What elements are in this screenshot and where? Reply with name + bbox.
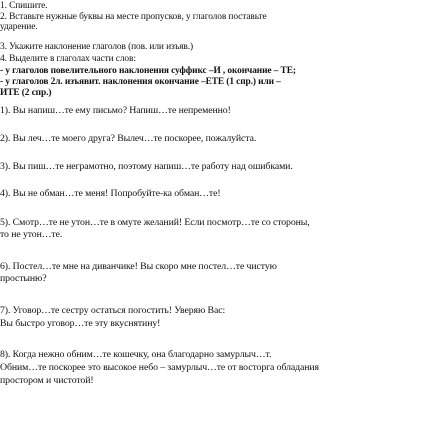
instruction-line-5: 4. Выделите в глаголах части слов: xyxy=(0,54,136,64)
exercise-5-line-1: 5). Смотр…те не утон…те в омуте желаний! Если посмотр…те со стороны, xyxy=(0,217,310,228)
exercise-3-line-1: 3). Вы пиш…те неграмотно, поэтому напиш…те работу над ошибками. xyxy=(0,161,293,172)
exercise-8-line-3: простором и чистотой! xyxy=(0,375,94,386)
instruction-line-8: ИТЕ (2 спр.) xyxy=(0,88,52,98)
instruction-line-2: 2. Вставьте нужные буквы на месте пропусков, у глаголов поставьте xyxy=(0,12,267,22)
instruction-line-6: - у глаголов повелительного наклонения суффикс –И , окончание – ТЕ; xyxy=(0,66,296,76)
exercise-7-line-1: 7). Уговор…те сестру остаться погостить! Уверяю Вас: xyxy=(0,305,226,316)
exercise-5-line-2: то не утон…те. xyxy=(0,229,63,240)
instruction-line-3: ударение. xyxy=(0,22,38,32)
exercise-6-line-1: 6). Постел…те мне на диванчике! Вы скоро мне постел…те чистую xyxy=(0,261,277,272)
exercise-8-line-1: 8). Когда нежно обним…те кошечку, она благодарно замурлыч…т. xyxy=(0,349,272,360)
exercise-1-line-1: 1). Вы напиш…те ему письмо? Напиш…те непременно! xyxy=(0,105,231,116)
instruction-line-7: - у глаголов 2л. изъявит. наклонения окончание –ЕТЕ (1 спр.) или – xyxy=(0,77,281,87)
instruction-line-4: 3. Укажите наклонение глаголов (пов. или изъяв.) xyxy=(0,42,194,52)
exercise-2-line-1: 2). Вы леч…те моего друга? Вылеч…те поскорее, пожалуйста. xyxy=(0,133,257,144)
exercise-7-line-2: Вы быстро уговор…те эту вкуснятину! xyxy=(0,318,161,329)
instruction-line-1: 1. Спишите. xyxy=(0,1,48,11)
exercise-4-line-1: 4). Вы не обман…те меня! Попробуйте-ка обман…те! xyxy=(0,188,221,199)
exercise-6-line-2: простыню? xyxy=(0,273,47,284)
exercise-8-line-2: Обним…те поскорее это высокое небо – замурлыч…те от восторга обладания xyxy=(0,362,319,373)
